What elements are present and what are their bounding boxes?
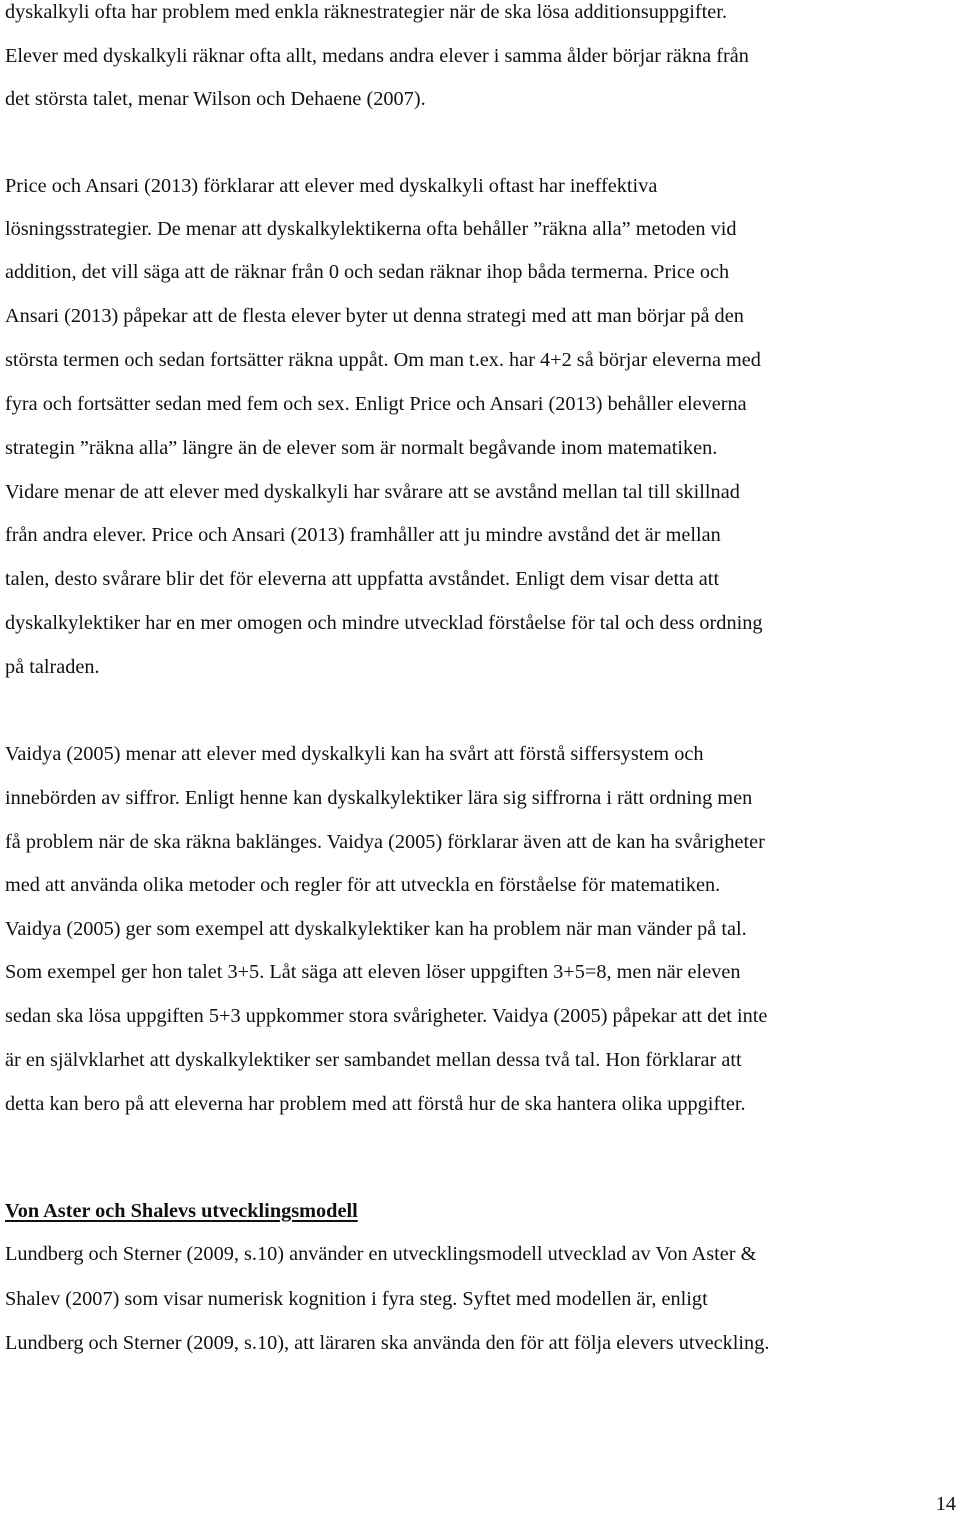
text-line: är en självklarhet att dyskalkylektiker ser sambandet mellan dessa två tal. Hon förklarar att xyxy=(5,1049,742,1071)
text-line: Shalev (2007) som visar numerisk kognition i fyra steg. Syftet med modellen är, enligt xyxy=(5,1288,708,1310)
text-line: Price och Ansari (2013) förklarar att elever med dyskalkyli oftast har ineffektiva xyxy=(5,175,658,197)
text-line: fyra och fortsätter sedan med fem och sex. Enligt Price och Ansari (2013) behåller eleverna xyxy=(5,393,747,415)
text-line: få problem när de ska räkna baklänges. Vaidya (2005) förklarar även att de kan ha svårigheter xyxy=(5,831,765,853)
text-line: strategin ”räkna alla” längre än de elever som är normalt begåvande inom matematiken. xyxy=(5,437,718,459)
text-line: största termen och sedan fortsätter räkna uppåt. Om man t.ex. har 4+2 så börjar eleverna med xyxy=(5,349,761,371)
text-line: Vidare menar de att elever med dyskalkyli har svårare att se avstånd mellan tal till skillnad xyxy=(5,481,740,503)
text-line: lösningsstrategier. De menar att dyskalkylektikerna ofta behåller ”räkna alla” metoden vid xyxy=(5,218,737,240)
text-line: från andra elever. Price och Ansari (2013) framhåller att ju mindre avstånd det är mellan xyxy=(5,524,721,546)
text-line: dyskalkylektiker har en mer omogen och mindre utvecklad förståelse för tal och dess ordning xyxy=(5,612,763,634)
text-line: sedan ska lösa uppgiften 5+3 uppkommer stora svårigheter. Vaidya (2005) påpekar att det inte xyxy=(5,1005,768,1027)
text-line: Som exempel ger hon talet 3+5. Låt säga att eleven löser uppgiften 3+5=8, men när eleven xyxy=(5,961,741,983)
text-line: innebörden av siffror. Enligt henne kan dyskalkylektiker lära sig siffrorna i rätt ordning men xyxy=(5,787,753,809)
text-line: detta kan bero på att eleverna har problem med att förstå hur de ska hantera olika uppgifter. xyxy=(5,1093,746,1115)
text-line: Ansari (2013) påpekar att de flesta elever byter ut denna strategi med att man börjar på den xyxy=(5,305,744,327)
section-heading: Von Aster och Shalevs utvecklingsmodell xyxy=(5,1200,358,1222)
text-line: Vaidya (2005) ger som exempel att dyskalkylektiker kan ha problem när man vänder på tal. xyxy=(5,918,747,940)
text-line: talen, desto svårare blir det för eleverna att uppfatta avståndet. Enligt dem visar detta att xyxy=(5,568,720,590)
text-line: dyskalkyli ofta har problem med enkla räknestrategier när de ska lösa additionsuppgifter. xyxy=(5,1,728,23)
text-line: addition, det vill säga att de räknar från 0 och sedan räknar ihop båda termerna. Price och xyxy=(5,261,730,283)
text-line: Elever med dyskalkyli räknar ofta allt, medans andra elever i samma ålder börjar räkna från xyxy=(5,45,749,67)
text-line: på talraden. xyxy=(5,656,100,678)
text-line: Vaidya (2005) menar att elever med dyskalkyli kan ha svårt att förstå siffersystem och xyxy=(5,743,704,765)
text-line: Lundberg och Sterner (2009, s.10), att läraren ska använda den för att följa elevers utveckling. xyxy=(5,1332,770,1354)
page-number: 14 xyxy=(935,1493,956,1515)
text-line: med att använda olika metoder och regler för att utveckla en förståelse för matematiken. xyxy=(5,874,721,896)
text-line: Lundberg och Sterner (2009, s.10) använder en utvecklingsmodell utvecklad av Von Aster & xyxy=(5,1243,757,1265)
text-line: det största talet, menar Wilson och Dehaene (2007). xyxy=(5,88,426,110)
